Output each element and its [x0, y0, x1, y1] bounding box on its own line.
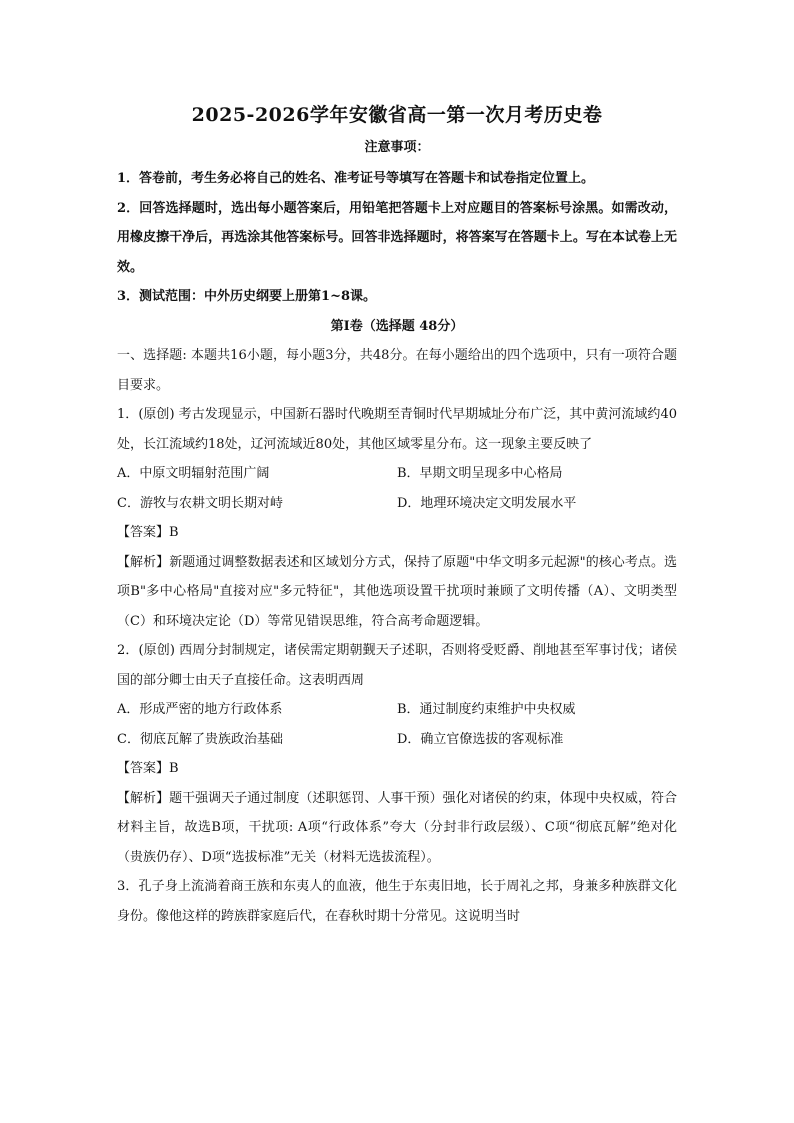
- option-a: A．形成严密的地方行政体系: [117, 702, 283, 717]
- exam-page: [117, 100, 677, 931]
- question-stem: 1．(原创) 考古发现显示，中国新石器时代晚期至青铜时代早期城址分布广泛，其中黄河流域约40处，长江流域约18处，辽河流域近80处，其他区域零星分布。这一现象主要反映了: [117, 407, 677, 452]
- notice-item: 2．回答选择题时，选出每小题答案后，用铅笔把答题卡上对应题目的答案标号涂黑。如需改动，用橡皮擦干净后，再选涂其他答案标号。回答非选择题时，将答案写在答题卡上。写在本试卷上无效。: [117, 200, 677, 275]
- notice-item: 3．测试范围：中外历史纲要上册第1~8课。: [117, 289, 377, 304]
- section-intro: 一、选择题: 本题共16小题，每小题3分，共48分。在每小题给出的四个选项中，只有一项符合题目要求。: [117, 348, 677, 393]
- option-c: C．彻底瓦解了贵族政治基础: [117, 731, 283, 747]
- analysis: 【解析】新题通过调整数据表述和区域划分方式，保持了原题"中华文明多元起源"的核心考点。选项B"多中心格局"直接对应"多元特征"，其他选项设置干扰项时兼顾了文明传播（A）、文明类型（C）和环境决定论（D）等常见错误思维，符合高考命题逻辑。: [117, 554, 677, 629]
- option-d: D．确立官僚选拔的客观标准: [397, 731, 564, 747]
- question-options: [117, 459, 677, 518]
- section-title: 第Ⅰ卷（选择题 48分）: [330, 318, 464, 334]
- analysis: 【解析】题干强调天子通过制度（述职惩罚、人事干预）强化对诸侯的约束，体现中央权威，符合材料主旨，故选B项，干扰项: A项“行政体系”夸大（分封非行政层级）、C项“彻底瓦解”绝对化（贵族仍存）、D项“选拔标准”无关（材料无选拔流程）。: [117, 790, 677, 865]
- option-d: D．地理环境决定文明发展水平: [397, 495, 577, 511]
- option-c: C．游牧与农耕文明长期对峙: [117, 495, 283, 511]
- question-options: [117, 695, 677, 754]
- notice-heading: 注意事项：: [364, 140, 430, 155]
- answer: 【答案】B: [117, 761, 179, 776]
- notice-item: 1．答卷前，考生务必将自己的姓名、准考证号等填写在答题卡和试卷指定位置上。: [117, 171, 595, 186]
- option-b: B．通过制度约束维护中央权威: [397, 702, 576, 717]
- exam-title: 2025-2026学年安徽省高一第一次月考历史卷: [191, 104, 603, 126]
- answer: 【答案】B: [117, 525, 179, 540]
- option-a: A．中原文明辐射范围广阔: [117, 466, 270, 481]
- question-stem: 3．孔子身上流淌着商王族和东夷人的血液，他生于东夷旧地，长于周礼之邦，身兼多种族群文化身份。像他这样的跨族群家庭后代，在春秋时期十分常见。这说明当时: [117, 879, 677, 924]
- question-stem: 2．(原创) 西周分封制规定，诸侯需定期朝觐天子述职，否则将受贬爵、削地甚至军事讨伐；诸侯国的部分卿士由天子直接任命。这表明西周: [117, 643, 677, 688]
- option-b: B．早期文明呈现多中心格局: [397, 466, 563, 481]
